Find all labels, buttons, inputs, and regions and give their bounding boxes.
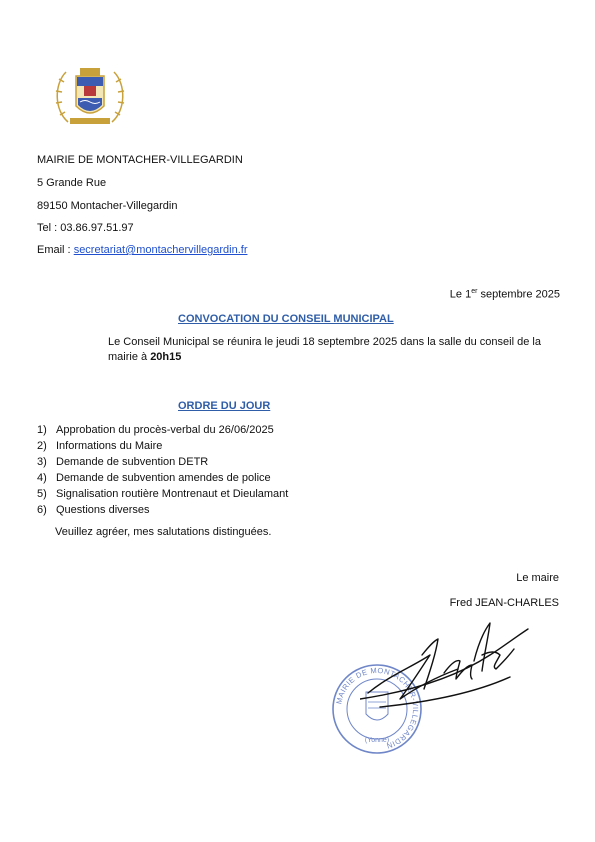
address-street: 5 Grande Rue (37, 177, 107, 189)
agenda-title: ORDRE DU JOUR (178, 400, 271, 412)
agenda-item (37, 502, 288, 518)
letter-date (450, 288, 560, 301)
agenda-item-text: Approbation du procès-verbal du 26/06/2025 (56, 424, 274, 436)
date-suffix: septembre 2025 (477, 288, 560, 301)
agenda-item (37, 438, 288, 454)
agenda-item-number: 5) (37, 488, 47, 500)
agenda-item (37, 486, 288, 502)
convocation-body (108, 335, 553, 365)
agenda-list (37, 422, 288, 518)
agenda-item-number: 6) (37, 504, 47, 516)
agenda-item (37, 422, 288, 438)
agenda-item-number: 1) (37, 424, 47, 436)
agenda-item-text: Questions diverses (56, 504, 150, 516)
stamp-dept: (Yonne) (364, 737, 390, 744)
agenda-item-text: Informations du Maire (56, 440, 163, 452)
address-city: 89150 Montacher-Villegardin (37, 200, 178, 212)
closing-formula: Veuillez agréer, mes salutations distinguées. (55, 526, 272, 538)
stamp-text: MAIRIE DE MONTACHER-VILLEGARDIN (334, 665, 421, 751)
agenda-item-text: Demande de subvention amendes de police (56, 472, 271, 484)
agenda-item (37, 470, 288, 486)
email-label: Email : (37, 244, 74, 256)
agenda-item-text: Demande de subvention DETR (56, 456, 209, 468)
agenda-item-number: 4) (37, 472, 47, 484)
signatory-title: Le maire (516, 572, 559, 584)
phone: Tel : 03.86.97.51.97 (37, 222, 134, 234)
agenda-item (37, 454, 288, 470)
signatory-name: Fred JEAN-CHARLES (449, 597, 559, 609)
agenda-item-number: 3) (37, 456, 47, 468)
agenda-item-number: 2) (37, 440, 47, 452)
coat-of-arms-icon (50, 62, 130, 128)
convocation-text: Le Conseil Municipal se réunira le jeudi 18 septembre 2025 dans la salle du conseil de la mairie à (108, 336, 541, 363)
email-line (37, 243, 247, 257)
handwritten-signature-icon (360, 615, 540, 725)
convocation-title: CONVOCATION DU CONSEIL MUNICIPAL (178, 313, 394, 325)
date-prefix: Le 1 (449, 288, 472, 301)
agenda-item-text: Signalisation routière Montrenaut et Dieulamant (56, 488, 289, 500)
meeting-time: 20h15 (150, 351, 182, 363)
date-sup: er (471, 288, 478, 295)
org-name: MAIRIE DE MONTACHER-VILLEGARDIN (37, 154, 243, 166)
email-link[interactable]: secretariat@montachervillegardin.fr (73, 244, 248, 256)
